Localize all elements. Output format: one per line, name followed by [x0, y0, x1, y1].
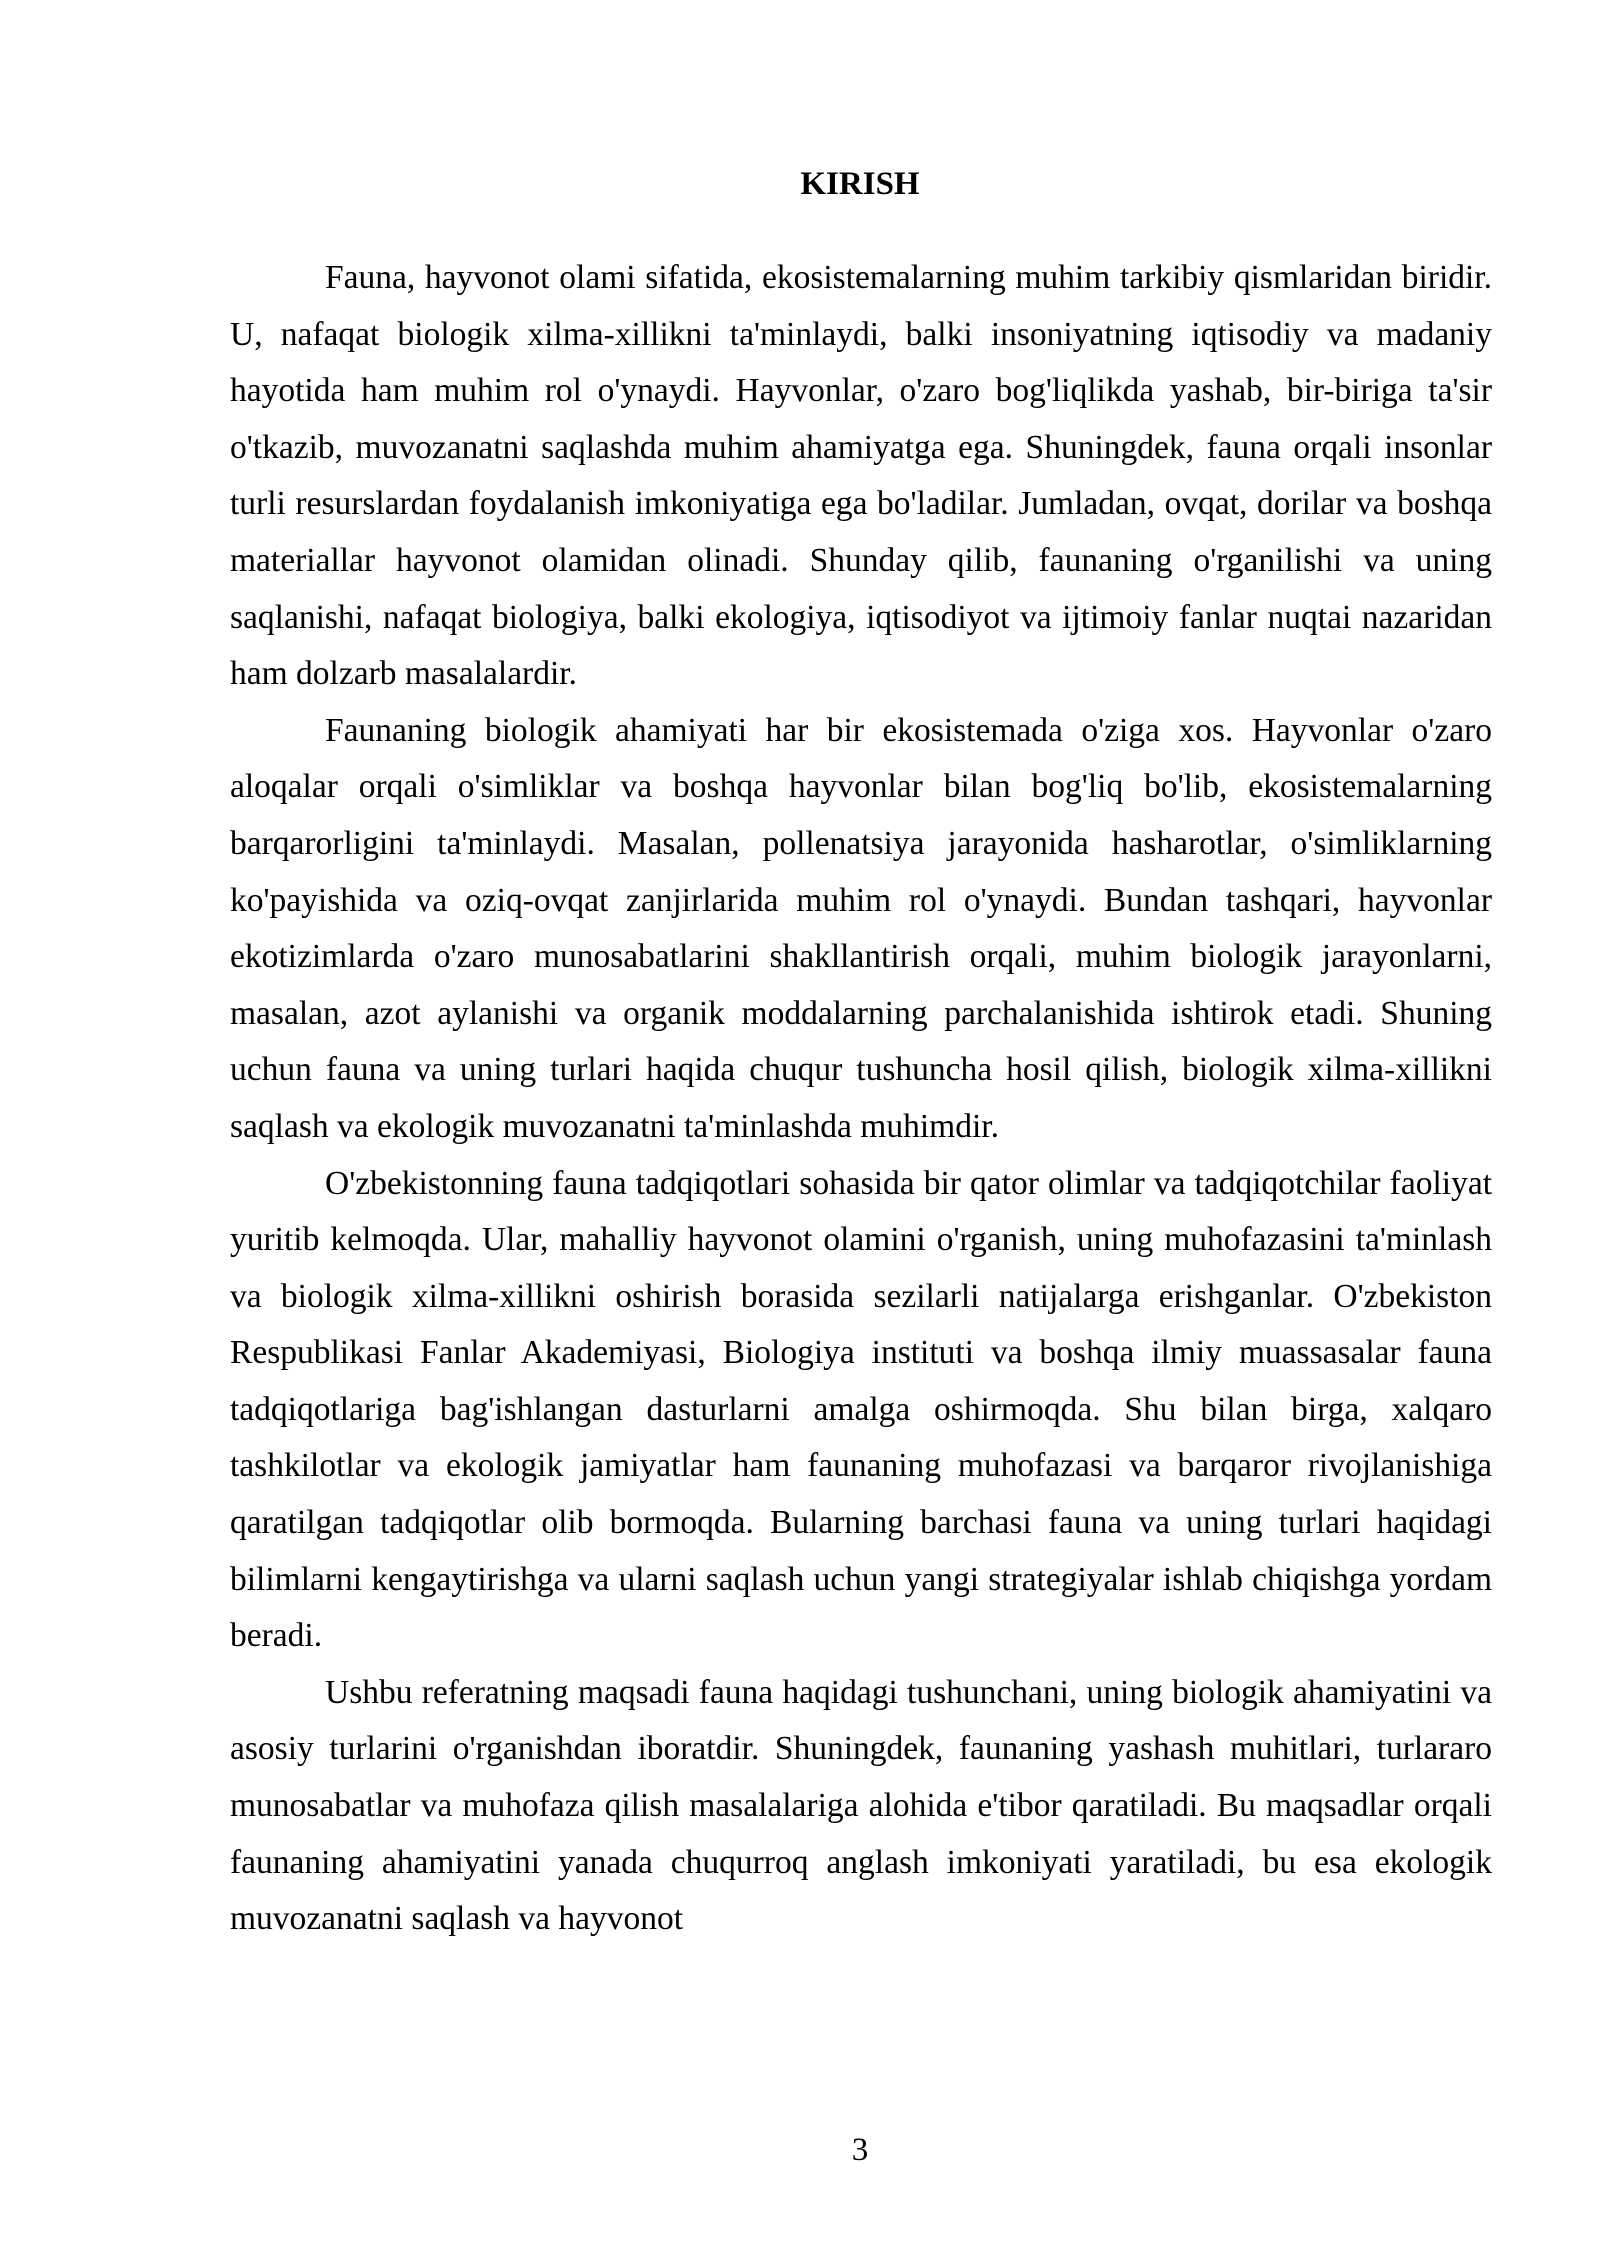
- paragraph-1: Fauna, hayvonot olami sifatida, ekosistemalarning muhim tarkibiy qismlaridan biridir. U, nafaqat biologik xilma-xillikni ta'minlaydi, balki insoniyatning iqtisodiy va madaniy hayotida ham muhim rol o'ynaydi. Hayvonlar, o'zaro bog'liqlikda yashab, bir-biriga ta'sir o'tkazib, muvozanatni saqlashda muhim ahamiyatga ega. Shuningdek, fauna orqali insonlar turli resurslardan foydalanish imkoniyatiga ega bo'ladilar. Jumladan, ovqat, dorilar va boshqa materiallar hayvonot olamidan olinadi. Shunday qilib, faunaning o'rganilishi va uning saqlanishi, nafaqat biologiya, balki ekologiya, iqtisodiyot va ijtimoiy fanlar nuqtai nazaridan ham dolzarb masalalardir.: [230, 259, 1492, 693]
- page-number: 3: [851, 2132, 869, 2168]
- body-text: [230, 250, 1492, 1948]
- paragraph-3: O'zbekistonning fauna tadqiqotlari sohasida bir qator olimlar va tadqiqotchilar faoliyat yuritib kelmoqda. Ular, mahalliy hayvonot olamini o'rganish, uning muhofazasini ta'minlash va biologik xilma-xillikni oshirish borasida sezilarli natijalarga erishganlar. O'zbekiston Respublikasi Fanlar Akademiyasi, Biologiya instituti va boshqa ilmiy muassasalar fauna tadqiqotlariga bag'ishlangan dasturlarni amalga oshirmoqda. Shu bilan birga, xalqaro tashkilotlar va ekologik jamiyatlar ham faunaning muhofazasi va barqaror rivojlanishiga qaratilgan tadqiqotlar olib bormoqda. Bularning barchasi fauna va uning turlari haqidagi bilimlarni kengaytirishga va ularni saqlash uchun yangi strategiyalar ishlab chiqishga yordam beradi.: [230, 1164, 1492, 1655]
- paragraph-4: Ushbu referatning maqsadi fauna haqidagi tushunchani, uning biologik ahamiyatini va asosiy turlarini o'rganishdan iboratdir. Shuningdek, faunaning yashash muhitlari, turlararo munosabatlar va muhofaza qilish masalalariga alohida e'tibor qaratiladi. Bu maqsadlar orqali faunaning ahamiyatini yanada chuqurroq anglash imkoniyati yaratiladi, bu esa ekologik muvozanatni saqlash va hayvonot: [230, 1673, 1492, 1938]
- paragraph-2: Faunaning biologik ahamiyati har bir ekosistemada o'ziga xos. Hayvonlar o'zaro aloqalar orqali o'simliklar va boshqa hayvonlar bilan bog'liq bo'lib, ekosistemalarning barqarorligini ta'minlaydi. Masalan, pollenatsiya jarayonida hasharotlar, o'simliklarning ko'payishida va oziq-ovqat zanjirlarida muhim rol o'ynaydi. Bundan tashqari, hayvonlar ekotizimlarda o'zaro munosabatlarini shakllantirish orqali, muhim biologik jarayonlarni, masalan, azot aylanishi va organik moddalarning parchalanishida ishtirok etadi. Shuning uchun fauna va uning turlari haqida chuqur tushuncha hosil qilish, biologik xilma-xillikni saqlash va ekologik muvozanatni ta'minlashda muhimdir.: [230, 711, 1492, 1145]
- section-title: KIRISH: [800, 166, 920, 202]
